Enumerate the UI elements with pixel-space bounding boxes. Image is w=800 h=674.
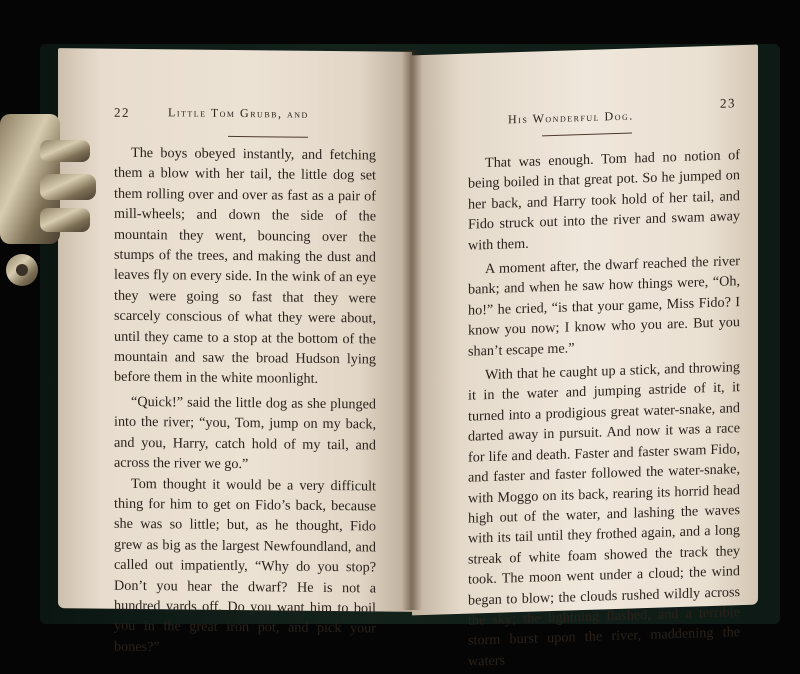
- book-gutter: [402, 50, 422, 610]
- header-rule: [228, 136, 308, 138]
- paragraph: That was enough. Tom had no notion of being boiled in that great pot. So he jumped on her back, and Harry took hold of her tail, and Fido struck out into the river and swam away with them.: [468, 147, 740, 254]
- right-page: [412, 45, 758, 670]
- paragraph: Tom thought it would be a very difficult thing for him to get on Fido’s back, because she was so little; but, as he thought, Fido grew as big as the largest Newfoundland, and called out impatiently, “Why do you stop? Don’t you hear the dwarf? He is not a hundred yards off. Do you want him to boil you in the great iron pot, and pick your bones?”: [114, 475, 376, 655]
- open-book: [58, 40, 766, 670]
- page-text: [468, 145, 740, 672]
- left-page: [58, 48, 412, 655]
- paragraph: The boys obeyed instantly, and fetching them a blow with her tail, the little dog set them rolling over and over as fast as a pair of mill-wheels; and down the side of the mountain they went, bouncing over the stumps of the trees, and making the dust and leaves fly on every side. In the wink of an eye they were going so fast that they were scarcely conscious of what they were about, until they came to a stop at the bottom of the mountain and saw the broad Hudson lying before them in the white moonlight.: [114, 144, 376, 388]
- page-number: 23: [720, 95, 736, 111]
- header-rule: [542, 133, 632, 137]
- right-page-header: [412, 95, 758, 132]
- running-head: Little Tom Grubb, and: [168, 105, 309, 121]
- running-head: His Wonderful Dog.: [508, 108, 634, 127]
- paragraph: With that he caught up a stick, and throwing it in the water and jumping astride of it, it turned into a prodigious great water-snake, and darted away in pursuit. And now it was a race for life and death. Faster and faster swam Fido, and faster and faster followed the water-snake, with Moggo on its back, rearing its horrid head high out of the water, and lashing the waves with its tail until they frothed again, and a long streak of white foam showed the track they took. The moon went under a cloud; the wind began to blow; the clouds rushed wildly across the sky; the lightning flashed, and a terrible storm burst upon the river, maddening the waters: [468, 359, 740, 670]
- brass-clasp-icon: [0, 100, 98, 300]
- page-number: 22: [114, 104, 130, 120]
- page-text: [114, 143, 376, 660]
- left-page-header: [58, 104, 412, 128]
- paragraph: “Quick!” said the little dog as she plunged into the river; “you, Tom, jump on my back, and you, Harry, catch hold of my tail, and across the river we go.”: [114, 393, 376, 473]
- paragraph: A moment after, the dwarf reached the river bank; and when he saw how things were, “Oh, ho!” he cried, “is that your game, Miss Fido? I know you now; I know who you are. But you shan’t escape me.”: [468, 253, 740, 360]
